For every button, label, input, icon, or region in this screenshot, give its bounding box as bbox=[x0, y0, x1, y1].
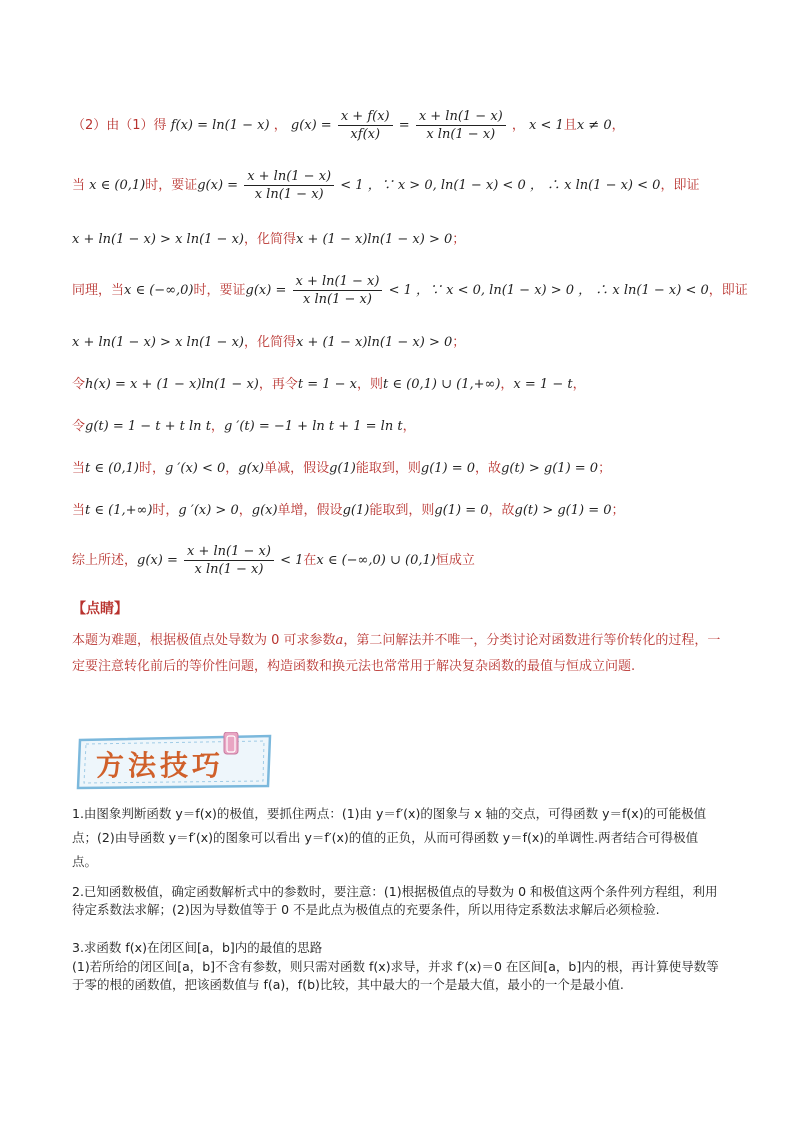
solution-line-8: 当t ∈ (0,1)时，g ′(x) < 0，g(x)单减，假设g(1)能取到，则g(1) = 0，故g(t) > g(1) = 0； bbox=[72, 461, 612, 476]
math-f: f(x) = ln(1 − x) bbox=[170, 118, 270, 133]
fraction: $\frac{x + \ln(1 - x)}{\text{x ln(1 − x)}}$ bbox=[293, 273, 383, 308]
comment-heading: 【点睛】 bbox=[72, 601, 128, 617]
solution-line-4: 同理，当x ∈ (−∞,0)时，要证g(x) = $\frac{x + \ln(1 - x)}{\text{x ln(1 − x)}}$ < 1 ，∵ x < 0, ln(1 − x) > 0 ， ∴ x ln(1 − x) < 0，即证 bbox=[72, 274, 748, 307]
solution-line-6: 令h(x) = x + (1 − x)ln(1 − x)，再令t = 1 − x，则t ∈ (0,1) ∪ (1,+∞)，x = 1 − t， bbox=[72, 377, 586, 392]
solution-line-3: x + ln(1 − x) > x ln(1 − x)，化简得x + (1 − x)ln(1 − x) > 0； bbox=[72, 232, 466, 247]
fraction: $\frac{x + \ln(1 - x)}{\text{x ln(1 − x)}}$ bbox=[416, 108, 506, 143]
solution-line-9: 当t ∈ (1,+∞)时，g ′(x) > 0，g(x)单增，假设g(1)能取到，则g(1) = 0，故g(t) > g(1) = 0； bbox=[72, 503, 625, 518]
method-paragraph-3: 3.求函数 f(x)在闭区间[a，b]内的最值的思路 bbox=[72, 940, 323, 955]
fraction: $\frac{x + \ln(1 - x)}{\text{x ln(1 − x)}}$ bbox=[184, 543, 274, 578]
method-paragraph-4: (1)若所给的闭区间[a，b]不含有参数，则只需对函数 f(x)求导，并求 f′(x)＝0 在区间[a，b]内的根，再计算使导数等于零的根的函数值，把该函数值与 f(a)，f(b)比较，其中最大的一个是最大值，最小的一个是最小值. bbox=[72, 959, 719, 992]
solution-line-2: 当 x ∈ (0,1)时，要证g(x) = $\frac{x + \ln(1 - x)}{\text{x ln(1 − x)}}$ < 1 ，∵ x > 0, ln(1 − x) < 0 ， ∴ x ln(1 − x) < 0，即证 bbox=[72, 169, 700, 202]
solution-line-10: 综上所述，g(x) = $\frac{x + \ln(1 - x)}{\text{x ln(1 − x)}}$ < 1在x ∈ (−∞,0) ∪ (0,1)恒成立 bbox=[72, 544, 475, 577]
solution-line-5: x + ln(1 − x) > x ln(1 − x)，化简得x + (1 − x)ln(1 − x) > 0； bbox=[72, 335, 466, 350]
math-g: g(x) = bbox=[290, 118, 332, 133]
part-label: （2）由（1）得 bbox=[72, 118, 167, 133]
fraction: $\frac{x + \ln(1 - x)}{\text{x ln(1 − x)}}$ bbox=[244, 168, 334, 203]
method-paragraph-2: 2.已知函数极值，确定函数解析式中的参数时，要注意：(1)根据极值点的导数为 0 和极值这两个条件列方程组，利用待定系数法求解；(2)因为导数值等于 0 不是此点为极值点的充要条件，所以用待定系数法求解后必须检验. bbox=[72, 884, 718, 917]
paperclip-icon bbox=[224, 732, 238, 754]
comment-body: 本题为难题，根据极值点处导数为 0 可求参数a，第二问解法并不唯一，分类讨论对函数进行等价转化的过程，一定要注意转化前后的等价性问题，构造函数和换元法也常常用于解决复杂函数的最值与恒成立问题. bbox=[72, 633, 721, 674]
solution-line-7: 令g(t) = 1 − t + t ln t，g ′(t) = −1 + ln t + 1 = ln t， bbox=[72, 419, 416, 434]
solution-line-1: （2）由（1）得 f(x) = ln(1 − x) ， g(x) = $\frac{x + f(x)}{xf(x)}$ = $\frac{x + \ln(1 - x)}{\text{x ln(1 − x)}}$ ， x < 1且x ≠ 0， bbox=[72, 109, 625, 142]
method-paragraph-1: 1.由图象判断函数 y＝f(x)的极值，要抓住两点：(1)由 y＝f′(x)的图象与 x 轴的交点，可得函数 y＝f(x)的可能极值点；(2)由导函数 y＝f′(x)的图象可以看出 y＝f′(x)的值的正负，从而可得函数 y＝f(x)的单调性.两者结合可得极值点。 bbox=[72, 806, 707, 869]
method-badge bbox=[74, 732, 274, 790]
math-cond: x < 1 bbox=[529, 118, 564, 133]
fraction: $\frac{x + f(x)}{xf(x)}$ bbox=[338, 108, 393, 143]
badge-title: 方法技巧 bbox=[96, 749, 225, 782]
